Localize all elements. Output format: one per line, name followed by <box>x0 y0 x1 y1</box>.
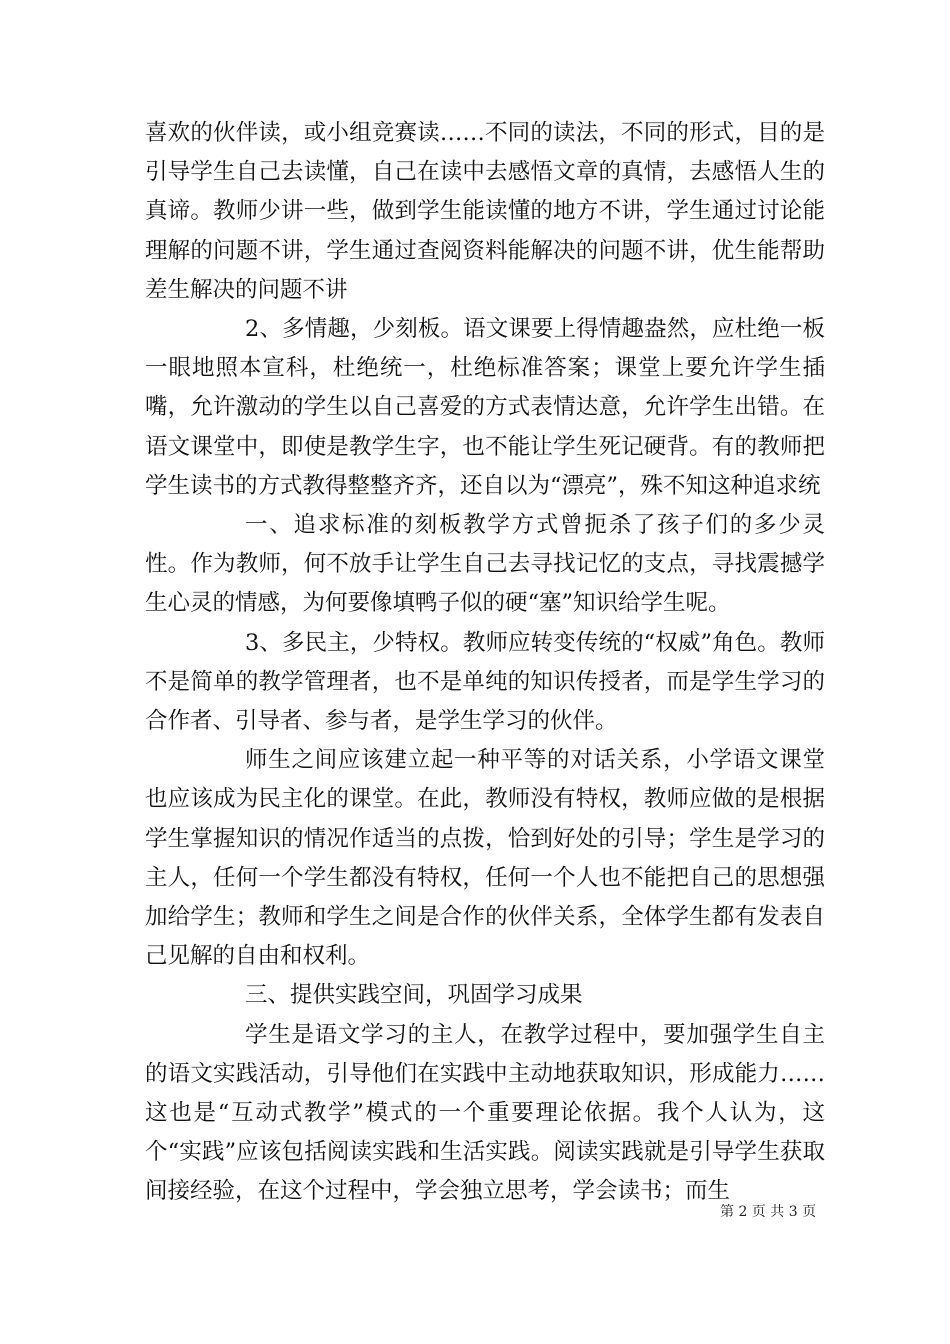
paragraph-1: 喜欢的伙伴读，或小组竞赛读……不同的读法，不同的形式，目的是引导学生自己去读懂，自己在读中去感悟文章的真情，去感悟人生的真谛。教师少讲一些，做到学生能读懂的地方不讲，学生通过讨论能理解的问题不讲，学生通过查阅资料能解决的问题不讲，优生能帮助差生解决的问题不讲 <box>145 120 825 303</box>
section-heading: 三、提供实践空间，巩固学习成果 <box>245 982 583 1009</box>
paragraph-6: 学生是语文学习的主人，在教学过程中，要加强学生自主的语文实践活动，引导他们在实践中主动地获取知识，形成能力……这也是“互动式教学”模式的一个重要理论依据。我个人认为，这个“实践”应该包括阅读实践和生活实践。阅读实践就是引导学生获取间接经验，在这个过程中，学会独立思考，学会读书；而生 <box>145 1021 825 1205</box>
paragraph-4: 3、多民主，少特权。教师应转变传统的“权威”角色。教师不是简单的教学管理者，也不是单纯的知识传授者，而是学生学习的合作者、引导者、参与者，是学生学习的伙伴。 <box>145 629 825 735</box>
paragraph-3: 一、追求标准的刻板教学方式曾扼杀了孩子们的多少灵性。作为教师，何不放手让学生自己去寻找记忆的支点，寻找震撼学生心灵的情感，为何要像填鸭子似的硬“塞”知识给学生呢。 <box>145 512 825 617</box>
page-number-footer: 第 2 页 共 3 页 <box>720 1204 817 1220</box>
paragraph-5: 师生之间应该建立起一种平等的对话关系，小学语文课堂也应该成为民主化的课堂。在此，教师没有特权，教师应做的是根据学生掌握知识的情况作适当的点拨，恰到好处的引导；学生是学习的主人，任何一个学生都没有特权，任何一个人也不能把自己的思想强加给学生；教师和学生之间是合作的伙伴关系，全体学生都有发表自己见解的自由和权利。 <box>145 747 825 970</box>
document-body <box>145 114 825 1212</box>
paragraph-2: 2、多情趣，少刻板。语文课要上得情趣盎然，应杜绝一板一眼地照本宣科，杜绝统一，杜绝标准答案；课堂上要允许学生插嘴，允许激动的学生以自己喜爱的方式表情达意，允许学生出错。在语文课堂中，即使是教学生字，也不能让学生死记硬背。有的教师把学生读书的方式教得整整齐齐，还自以为“漂亮”，殊不知这种追求统 <box>145 316 825 499</box>
